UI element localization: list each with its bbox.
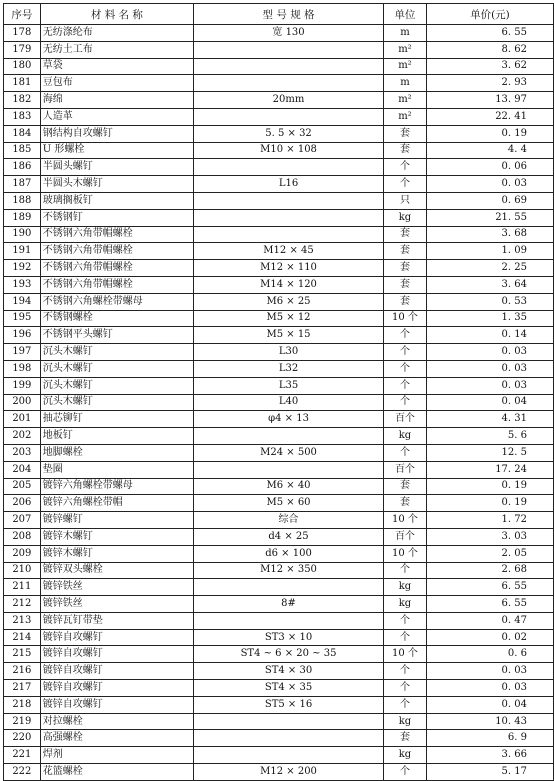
table-row: [4, 428, 554, 445]
row-unit: 10 个: [384, 545, 427, 562]
table-row: [4, 478, 554, 495]
row-index: 188: [4, 192, 41, 209]
row-spec: M12 × 45: [194, 243, 384, 260]
row-material-name: 镀锌双头螺栓: [40, 562, 193, 579]
table-row: [4, 495, 554, 512]
row-material-name: 不锈钢六角带帽螺栓: [40, 226, 193, 243]
row-unit-price: 2. 25: [426, 260, 553, 277]
row-index: 195: [4, 310, 41, 327]
row-unit: 个: [384, 327, 427, 344]
row-spec: L32: [194, 360, 384, 377]
materials-price-table-page: [3, 3, 554, 781]
row-spec: L16: [194, 176, 384, 193]
row-spec: M12 × 110: [194, 260, 384, 277]
row-spec: [194, 58, 384, 75]
row-index: 194: [4, 293, 41, 310]
row-material-name: 镀锌自攻螺钉: [40, 680, 193, 697]
row-index: 192: [4, 260, 41, 277]
row-unit-price: 0. 19: [426, 495, 553, 512]
table-row: [4, 159, 554, 176]
row-unit: m: [384, 25, 427, 42]
table-row: [4, 192, 554, 209]
row-spec: M5 × 12: [194, 310, 384, 327]
row-spec: ST4 × 30: [194, 663, 384, 680]
row-unit: 个: [384, 176, 427, 193]
row-index: 181: [4, 75, 41, 92]
row-material-name: 镀锌木螺钉: [40, 528, 193, 545]
row-material-name: 镀锌自攻螺钉: [40, 629, 193, 646]
table-row: [4, 108, 554, 125]
row-unit-price: 3. 62: [426, 58, 553, 75]
row-index: 215: [4, 646, 41, 663]
row-index: 178: [4, 25, 41, 42]
row-material-name: U 形螺栓: [40, 142, 193, 159]
row-spec: L40: [194, 394, 384, 411]
row-material-name: 焊剂: [40, 747, 193, 764]
table-row: [4, 596, 554, 613]
row-index: 214: [4, 629, 41, 646]
row-index: 222: [4, 764, 41, 781]
row-material-name: 镀锌六角螺栓带帽: [40, 495, 193, 512]
row-spec: [194, 579, 384, 596]
table-row: [4, 545, 554, 562]
table-row: [4, 344, 554, 361]
row-index: 180: [4, 58, 41, 75]
row-index: 218: [4, 696, 41, 713]
table-row: [4, 394, 554, 411]
row-unit: 个: [384, 612, 427, 629]
row-unit-price: 2. 05: [426, 545, 553, 562]
row-index: 217: [4, 680, 41, 697]
row-unit-price: 0. 19: [426, 478, 553, 495]
row-spec: M24 × 500: [194, 444, 384, 461]
row-spec: [194, 226, 384, 243]
row-unit: m²: [384, 41, 427, 58]
row-index: 186: [4, 159, 41, 176]
table-row: [4, 142, 554, 159]
row-spec: ST4 ~ 6 × 20 ~ 35: [194, 646, 384, 663]
row-unit-price: 6. 55: [426, 25, 553, 42]
row-unit-price: 5. 17: [426, 764, 553, 781]
row-spec: M10 × 108: [194, 142, 384, 159]
row-unit: kg: [384, 713, 427, 730]
row-index: 207: [4, 512, 41, 529]
row-spec: M12 × 200: [194, 764, 384, 781]
row-unit: 个: [384, 159, 427, 176]
row-unit: m²: [384, 58, 427, 75]
row-unit-price: 0. 02: [426, 629, 553, 646]
row-index: 190: [4, 226, 41, 243]
row-index: 179: [4, 41, 41, 58]
header-unit-price: 单价(元): [426, 4, 553, 25]
row-unit: 套: [384, 730, 427, 747]
row-spec: [194, 159, 384, 176]
row-spec: ST3 × 10: [194, 629, 384, 646]
table-row: [4, 680, 554, 697]
table-row: [4, 260, 554, 277]
table-row: [4, 663, 554, 680]
table-row: [4, 512, 554, 529]
row-unit: 个: [384, 680, 427, 697]
row-index: 199: [4, 377, 41, 394]
table-row: [4, 646, 554, 663]
row-spec: [194, 461, 384, 478]
row-unit-price: 17. 24: [426, 461, 553, 478]
row-spec: [194, 428, 384, 445]
row-spec: M6 × 25: [194, 293, 384, 310]
row-unit-price: 6. 9: [426, 730, 553, 747]
row-unit-price: 0. 04: [426, 696, 553, 713]
row-unit-price: 6. 55: [426, 596, 553, 613]
row-unit-price: 8. 62: [426, 41, 553, 58]
row-unit: kg: [384, 428, 427, 445]
row-unit-price: 0. 03: [426, 377, 553, 394]
row-spec: [194, 41, 384, 58]
row-unit-price: 22. 41: [426, 108, 553, 125]
row-spec: φ4 × 13: [194, 411, 384, 428]
row-spec: 20mm: [194, 92, 384, 109]
row-unit: kg: [384, 579, 427, 596]
table-row: [4, 696, 554, 713]
row-material-name: 海绵: [40, 92, 193, 109]
row-unit-price: 3. 03: [426, 528, 553, 545]
table-row: [4, 310, 554, 327]
row-index: 198: [4, 360, 41, 377]
row-material-name: 镀锌铁丝: [40, 579, 193, 596]
row-unit-price: 0. 6: [426, 646, 553, 663]
row-unit-price: 0. 19: [426, 125, 553, 142]
row-unit-price: 0. 69: [426, 192, 553, 209]
table-row: [4, 293, 554, 310]
row-unit-price: 1. 72: [426, 512, 553, 529]
row-material-name: 镀锌铁丝: [40, 596, 193, 613]
row-spec: L30: [194, 344, 384, 361]
row-unit-price: 0. 03: [426, 663, 553, 680]
row-index: 193: [4, 276, 41, 293]
row-unit-price: 0. 06: [426, 159, 553, 176]
row-index: 182: [4, 92, 41, 109]
row-unit: 套: [384, 495, 427, 512]
row-index: 187: [4, 176, 41, 193]
table-row: [4, 730, 554, 747]
table-row: [4, 747, 554, 764]
row-unit: 个: [384, 394, 427, 411]
row-index: 183: [4, 108, 41, 125]
row-material-name: 半圆头螺钉: [40, 159, 193, 176]
row-unit: 个: [384, 444, 427, 461]
table-row: [4, 25, 554, 42]
row-spec: ST5 × 16: [194, 696, 384, 713]
row-spec: [194, 108, 384, 125]
row-index: 189: [4, 209, 41, 226]
row-unit: 套: [384, 125, 427, 142]
row-material-name: 半圆头木螺钉: [40, 176, 193, 193]
table-row: [4, 377, 554, 394]
row-index: 203: [4, 444, 41, 461]
row-spec: [194, 730, 384, 747]
row-index: 208: [4, 528, 41, 545]
row-material-name: 钢结构自攻螺钉: [40, 125, 193, 142]
row-spec: L35: [194, 377, 384, 394]
row-unit: 套: [384, 260, 427, 277]
row-material-name: 高强螺栓: [40, 730, 193, 747]
row-index: 185: [4, 142, 41, 159]
row-unit-price: 10. 43: [426, 713, 553, 730]
row-material-name: 不锈钢六角螺栓带螺母: [40, 293, 193, 310]
row-unit: 个: [384, 377, 427, 394]
row-index: 202: [4, 428, 41, 445]
materials-price-table: [3, 3, 554, 781]
row-unit-price: 0. 03: [426, 360, 553, 377]
row-unit: 套: [384, 142, 427, 159]
table-body: [4, 25, 554, 781]
row-index: 209: [4, 545, 41, 562]
row-spec: 5. 5 × 32: [194, 125, 384, 142]
table-row: [4, 360, 554, 377]
table-row: [4, 41, 554, 58]
row-unit-price: 4. 4: [426, 142, 553, 159]
row-material-name: 镀锌瓦钉带垫: [40, 612, 193, 629]
row-unit-price: 0. 03: [426, 680, 553, 697]
table-row: [4, 579, 554, 596]
row-unit-price: 0. 04: [426, 394, 553, 411]
table-row: [4, 92, 554, 109]
row-unit-price: 4. 31: [426, 411, 553, 428]
row-unit: 个: [384, 344, 427, 361]
row-unit-price: 1. 09: [426, 243, 553, 260]
row-index: 206: [4, 495, 41, 512]
row-spec: M14 × 120: [194, 276, 384, 293]
row-unit-price: 0. 47: [426, 612, 553, 629]
row-index: 184: [4, 125, 41, 142]
row-index: 219: [4, 713, 41, 730]
row-index: 220: [4, 730, 41, 747]
row-material-name: 沉头木螺钉: [40, 377, 193, 394]
row-spec: d6 × 100: [194, 545, 384, 562]
row-material-name: 镀锌木螺钉: [40, 545, 193, 562]
row-material-name: 草袋: [40, 58, 193, 75]
row-index: 212: [4, 596, 41, 613]
row-unit: 百个: [384, 411, 427, 428]
row-material-name: 镀锌螺钉: [40, 512, 193, 529]
row-unit: kg: [384, 747, 427, 764]
row-material-name: 镀锌自攻螺钉: [40, 663, 193, 680]
row-unit: 个: [384, 360, 427, 377]
row-unit-price: 3. 64: [426, 276, 553, 293]
row-spec: M6 × 40: [194, 478, 384, 495]
row-unit: 10 个: [384, 310, 427, 327]
row-material-name: 镀锌六角螺栓带螺母: [40, 478, 193, 495]
table-row: [4, 629, 554, 646]
row-spec: [194, 747, 384, 764]
row-index: 210: [4, 562, 41, 579]
row-unit: 套: [384, 243, 427, 260]
table-row: [4, 713, 554, 730]
row-material-name: 抽芯铆钉: [40, 411, 193, 428]
table-row: [4, 243, 554, 260]
table-row: [4, 75, 554, 92]
row-unit: 百个: [384, 461, 427, 478]
row-unit: 10 个: [384, 512, 427, 529]
row-index: 200: [4, 394, 41, 411]
row-unit-price: 1. 35: [426, 310, 553, 327]
row-material-name: 地板钉: [40, 428, 193, 445]
row-spec: [194, 713, 384, 730]
row-unit: m²: [384, 108, 427, 125]
row-unit: kg: [384, 596, 427, 613]
table-row: [4, 562, 554, 579]
table-row: [4, 209, 554, 226]
header-index: 序号: [4, 4, 41, 25]
table-row: [4, 461, 554, 478]
row-unit-price: 3. 66: [426, 747, 553, 764]
row-spec: M5 × 60: [194, 495, 384, 512]
row-material-name: 人造革: [40, 108, 193, 125]
row-index: 197: [4, 344, 41, 361]
row-index: 191: [4, 243, 41, 260]
row-spec: 综合: [194, 512, 384, 529]
table-row: [4, 528, 554, 545]
table-row: [4, 612, 554, 629]
row-unit: m²: [384, 92, 427, 109]
row-unit-price: 21. 55: [426, 209, 553, 226]
table-row: [4, 327, 554, 344]
row-material-name: 不锈钢钉: [40, 209, 193, 226]
row-material-name: 玻璃搁板钉: [40, 192, 193, 209]
row-material-name: 不锈钢六角带帽螺栓: [40, 243, 193, 260]
row-unit-price: 0. 53: [426, 293, 553, 310]
row-material-name: 不锈钢六角带帽螺栓: [40, 260, 193, 277]
row-spec: 8#: [194, 596, 384, 613]
row-spec: 宽 130: [194, 25, 384, 42]
header-spec: 型 号 规 格: [194, 4, 384, 25]
row-unit: 个: [384, 663, 427, 680]
row-unit-price: 12. 5: [426, 444, 553, 461]
row-unit-price: 2. 93: [426, 75, 553, 92]
table-row: [4, 276, 554, 293]
table-row: [4, 58, 554, 75]
row-material-name: 沉头木螺钉: [40, 394, 193, 411]
row-spec: [194, 612, 384, 629]
row-material-name: 镀锌自攻螺钉: [40, 646, 193, 663]
header-material-name: 材 料 名 称: [40, 4, 193, 25]
row-index: 221: [4, 747, 41, 764]
row-index: 205: [4, 478, 41, 495]
row-material-name: 不锈钢平头螺钉: [40, 327, 193, 344]
row-material-name: 镀锌自攻螺钉: [40, 696, 193, 713]
table-row: [4, 176, 554, 193]
row-spec: [194, 192, 384, 209]
table-row: [4, 125, 554, 142]
row-index: 211: [4, 579, 41, 596]
row-material-name: 花篮螺栓: [40, 764, 193, 781]
row-spec: M12 × 350: [194, 562, 384, 579]
row-material-name: 对拉螺栓: [40, 713, 193, 730]
header-unit: 单位: [384, 4, 427, 25]
table-row: [4, 411, 554, 428]
row-unit: 套: [384, 276, 427, 293]
row-material-name: 垫圈: [40, 461, 193, 478]
table-row: [4, 226, 554, 243]
row-index: 216: [4, 663, 41, 680]
row-unit: 套: [384, 478, 427, 495]
row-unit: 个: [384, 562, 427, 579]
row-index: 213: [4, 612, 41, 629]
row-unit-price: 3. 68: [426, 226, 553, 243]
row-spec: d4 × 25: [194, 528, 384, 545]
row-unit-price: 13. 97: [426, 92, 553, 109]
row-unit: 个: [384, 696, 427, 713]
row-unit: 套: [384, 226, 427, 243]
table-row: [4, 444, 554, 461]
row-material-name: 沉头木螺钉: [40, 344, 193, 361]
row-unit: 个: [384, 764, 427, 781]
row-index: 201: [4, 411, 41, 428]
row-unit-price: 0. 03: [426, 176, 553, 193]
row-material-name: 不锈钢六角带帽螺栓: [40, 276, 193, 293]
row-unit-price: 0. 14: [426, 327, 553, 344]
row-unit: kg: [384, 209, 427, 226]
row-unit: 只: [384, 192, 427, 209]
row-unit-price: 5. 6: [426, 428, 553, 445]
row-unit: 百个: [384, 528, 427, 545]
row-material-name: 地脚螺栓: [40, 444, 193, 461]
row-unit-price: 2. 68: [426, 562, 553, 579]
row-spec: [194, 209, 384, 226]
row-unit: 10 个: [384, 646, 427, 663]
row-spec: M5 × 15: [194, 327, 384, 344]
row-material-name: 沉头木螺钉: [40, 360, 193, 377]
table-header-row: [4, 4, 554, 25]
row-index: 204: [4, 461, 41, 478]
row-material-name: 无纺涤纶布: [40, 25, 193, 42]
row-material-name: 无纺土工布: [40, 41, 193, 58]
row-unit-price: 6. 55: [426, 579, 553, 596]
row-index: 196: [4, 327, 41, 344]
row-unit: m: [384, 75, 427, 92]
row-unit: 个: [384, 629, 427, 646]
row-spec: ST4 × 35: [194, 680, 384, 697]
row-unit-price: 0. 03: [426, 344, 553, 361]
row-material-name: 不锈钢螺栓: [40, 310, 193, 327]
row-material-name: 豆包布: [40, 75, 193, 92]
row-unit: 套: [384, 293, 427, 310]
row-spec: [194, 75, 384, 92]
